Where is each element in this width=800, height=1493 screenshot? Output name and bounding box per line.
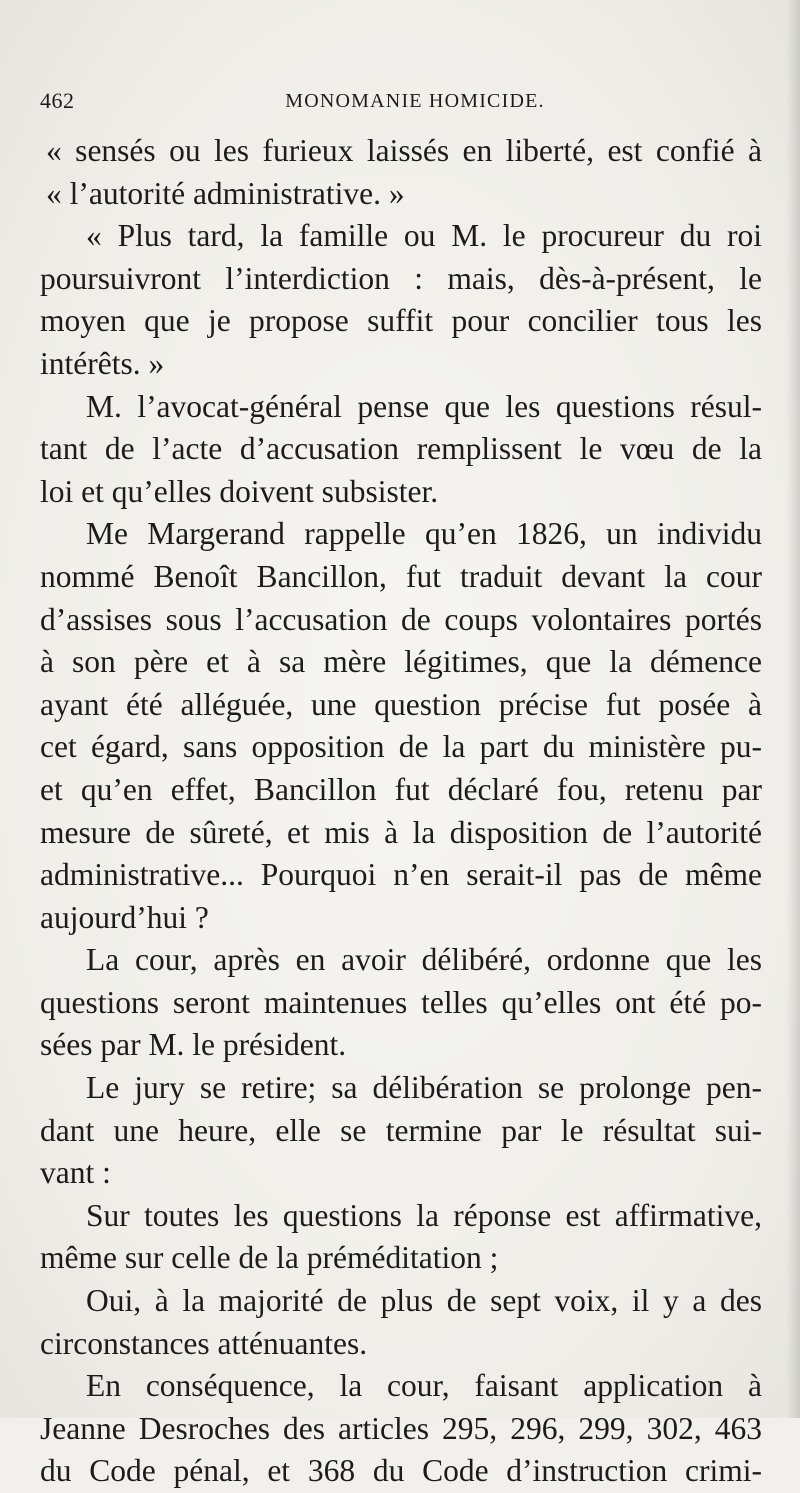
- text-line: Me Margerand rappelle qu’en 1826, un individu: [86, 516, 762, 552]
- text-line: aujourd’hui ?: [40, 899, 209, 935]
- text-line: mesure de sûreté, et mis à la disposition de l’autorité: [40, 814, 762, 850]
- text-line: loi et qu’elles doivent subsister.: [40, 473, 439, 509]
- text-line: ayant été alléguée, une question précise fut posée à: [40, 686, 762, 722]
- text-line: dant une heure, elle se termine par le résultat sui-: [40, 1112, 762, 1148]
- text-line: et qu’en effet, Bancillon fut déclaré fou, retenu par: [40, 771, 762, 807]
- text-line: « l’autorité administrative. »: [46, 175, 405, 211]
- text-line: administrative... Pourquoi n’en serait-il pas de même: [40, 857, 762, 893]
- body-text: [40, 130, 762, 1493]
- text-line: « sensés ou les furieux laissés en liberté, est confié à: [46, 133, 762, 168]
- text-line: nommé Benoît Bancillon, fut traduit devant la cour: [40, 558, 762, 594]
- text-line: d’assises sous l’accusation de coups volontaires portés: [40, 601, 762, 637]
- text-line: En conséquence, la cour, faisant application à: [86, 1368, 762, 1404]
- page-number: 462: [40, 88, 75, 113]
- text-line: La cour, après en avoir délibéré, ordonne que les: [86, 942, 762, 978]
- text-line: « Plus tard, la famille ou M. le procureur du roi: [86, 218, 762, 254]
- text-line: vant :: [40, 1155, 111, 1191]
- text-line: cet égard, sans opposition de la part du ministère pu-: [40, 729, 762, 765]
- text-line: du Code pénal, et 368 du Code d’instruction crimi-: [40, 1453, 762, 1489]
- text-line: à son père et à sa mère légitimes, que la démence: [40, 644, 762, 680]
- text-line: Oui, à la majorité de plus de sept voix, il y a des: [86, 1283, 762, 1319]
- text-line: questions seront maintenues telles qu’elles ont été po-: [40, 984, 762, 1020]
- text-line: poursuivront l’interdiction : mais, dès-à-présent, le: [40, 260, 762, 296]
- text-line: intérêts. »: [40, 345, 165, 381]
- text-line: moyen que je propose suffit pour concilier tous les: [40, 303, 762, 339]
- text-line: même sur celle de la préméditation ;: [40, 1240, 499, 1276]
- page-edge-shadow: [786, 0, 800, 1418]
- text-line: sées par M. le président.: [40, 1027, 347, 1063]
- running-title: MONOMANIE HOMICIDE.: [285, 90, 545, 112]
- text-line: Le jury se retire; sa délibération se prolonge pen-: [86, 1070, 762, 1106]
- text-line: Sur toutes les questions la réponse est affirmative,: [86, 1197, 762, 1233]
- text-line: M. l’avocat-général pense que les questions résul-: [86, 388, 762, 424]
- text-line: circonstances atténuantes.: [40, 1325, 368, 1361]
- text-line: tant de l’acte d’accusation remplissent le vœu de la: [40, 431, 762, 467]
- text-line: Jeanne Desroches des articles 295, 296, 299, 302, 463: [40, 1410, 762, 1446]
- running-head: [40, 88, 760, 118]
